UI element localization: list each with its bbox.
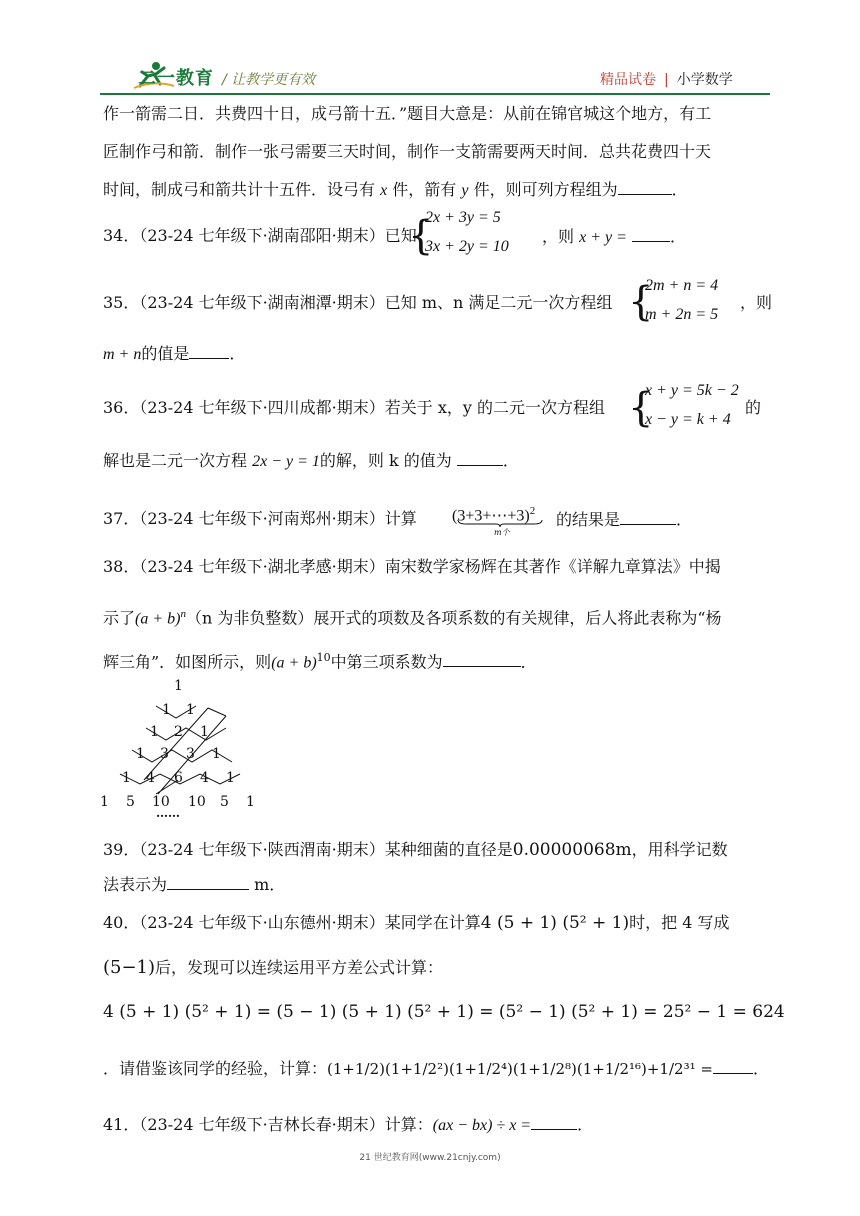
q39-line-2: 法表示为 m． bbox=[103, 875, 286, 894]
q40-line-2: (5−1)后，发现可以连续运用平方差公式计算： bbox=[103, 957, 444, 978]
triangle-cell: 10 bbox=[188, 794, 206, 810]
triangle-cell: 1 bbox=[174, 678, 183, 694]
q37-expr: (3+3+⋯+3)$^2$ bbox=[452, 505, 536, 525]
answer-blank[interactable] bbox=[443, 650, 521, 667]
q35-eq2: m + 2n = 5 bbox=[645, 306, 719, 323]
tag-subject: 小学数学 bbox=[676, 72, 733, 88]
tag-quality: 精品试卷 bbox=[600, 72, 656, 88]
triangle-ellipsis: …… bbox=[156, 806, 180, 820]
triangle-cell: 4 bbox=[200, 770, 209, 786]
answer-blank[interactable] bbox=[713, 1057, 753, 1074]
yanghui-triangle-figure bbox=[96, 676, 276, 820]
q40-line-3: 4 (5 + 1) (5² + 1) = (5 − 1) (5 + 1) (5² + 1) = (5² − 1) (5² + 1) = 25² − 1 = 624 bbox=[103, 1002, 785, 1022]
triangle-cell: 3 bbox=[186, 746, 195, 762]
q38-line-3: 辉三角”．如图所示，则$(a + b)^{10}$中第三项系数为 ． bbox=[103, 651, 537, 672]
q40-line-4: ．请借鉴该同学的经验，计算：(1+1/2)(1+1/2²)(1+1/2⁴)(1+1/2⁸)(1+1/2¹⁶)+1/2³¹ = ． bbox=[103, 1059, 769, 1078]
q36-brace: { bbox=[628, 385, 654, 431]
q37-underlabel: m个 bbox=[494, 528, 510, 537]
answer-blank[interactable] bbox=[167, 873, 249, 890]
q35-source: 35．（23-24 七年级下·湖南湘潭·期末）已知 m、n 满足二元一次方程组 bbox=[103, 293, 613, 312]
footer-source: 21 世纪教育网(www.21cnjy.com) bbox=[359, 1153, 501, 1163]
triangle-cell: 1 bbox=[226, 770, 235, 786]
answer-blank[interactable] bbox=[632, 225, 670, 242]
answer-blank[interactable] bbox=[531, 1113, 577, 1130]
q36-eq2: x − y = k + 4 bbox=[645, 411, 731, 428]
q38-line-2: 示了$(a + b)^n(n$ 为非负整数）展开式的项数及各项系数的有关规律，后人将此表称为“杨 bbox=[103, 608, 722, 628]
q40-line-1: 40．（23-24 七年级下·山东德州·期末）某同学在计算4 (5 + 1) (5² + 1)时，把 4 写成 bbox=[103, 913, 730, 933]
logo-text: 二一教育 bbox=[138, 68, 214, 89]
answer-blank[interactable] bbox=[189, 342, 229, 359]
slogan: / 让教学更有效 bbox=[222, 72, 316, 88]
triangle-cell: 1 bbox=[246, 794, 255, 810]
q34-source: 34．（23-24 七年级下·湖南邵阳·期末）已知 bbox=[103, 226, 417, 245]
triangle-cell: 1 bbox=[136, 746, 145, 762]
triangle-cell: 4 bbox=[146, 770, 155, 786]
q37-tail: 的结果是 ． bbox=[556, 510, 693, 529]
triangle-cell: 1 bbox=[212, 746, 221, 762]
q36-source: 36．（23-24 七年级下·四川成都·期末）若关于 x，y 的二元一次方程组 bbox=[103, 398, 605, 417]
triangle-cell: 1 bbox=[200, 724, 209, 740]
header-tags bbox=[600, 69, 733, 89]
intro-line-2: 匠制作弓和箭．制作一张弓需要三天时间，制作一支箭需要两天时间．总共花费四十天 bbox=[103, 142, 712, 161]
triangle-cell: 1 bbox=[122, 770, 131, 786]
triangle-cell: 3 bbox=[160, 746, 169, 762]
q34-eq1: 2x + 3y = 5 bbox=[425, 209, 501, 226]
intro-line-1: 作一箭需二日．共费四十日，成弓箭十五．”题目大意是：从前在锦官城这个地方，有工 bbox=[103, 104, 712, 123]
q35-eq1: 2m + n = 4 bbox=[645, 277, 719, 294]
triangle-cell: 6 bbox=[174, 770, 183, 786]
intro-line-3: 时间，制成弓和箭共计十五件．设弓有 x 件，箭有 y 件，则可列方程组为 ． bbox=[103, 180, 688, 199]
q36-tail: 的 bbox=[745, 398, 762, 417]
q39-line-1: 39．（23-24 七年级下·陕西渭南·期末）某种细菌的直径是0.00000068m，用科学记数 bbox=[103, 840, 728, 860]
header-divider bbox=[100, 93, 770, 95]
q36-line-2: 解也是二元一次方程 2x − y = 1的解，则 k 的值为 ． bbox=[103, 451, 519, 470]
triangle-cell: 10 bbox=[152, 794, 170, 810]
q37-source: 37．（23-24 七年级下·河南郑州·期末）计算 bbox=[103, 509, 417, 528]
q34-brace: { bbox=[408, 213, 434, 259]
triangle-cell: 5 bbox=[220, 794, 229, 810]
triangle-cell: 5 bbox=[126, 794, 135, 810]
q35-line-2: m + n的值是 ． bbox=[103, 344, 246, 363]
answer-blank[interactable] bbox=[618, 178, 672, 195]
answer-blank[interactable] bbox=[620, 508, 676, 525]
q35-tail: ，则 bbox=[740, 293, 773, 312]
answer-blank[interactable] bbox=[457, 449, 503, 466]
tag-separator: | bbox=[664, 72, 669, 88]
triangle-cell: 2 bbox=[174, 724, 183, 740]
q35-brace: { bbox=[628, 279, 654, 325]
triangle-cell: 1 bbox=[150, 724, 159, 740]
q41-line: 41．（23-24 七年级下·吉林长春·期末）计算：(ax − bx) ÷ x = ． bbox=[103, 1115, 594, 1134]
q36-eq1: x + y = 5k − 2 bbox=[645, 382, 739, 399]
triangle-cell: 1 bbox=[186, 702, 195, 718]
q38-line-1: 38．（23-24 七年级下·湖北孝感·期末）南宋数学家杨辉在其著作《详解九章算法》中揭 bbox=[103, 557, 721, 576]
triangle-cell: 1 bbox=[162, 702, 171, 718]
q34-tail: ，则 x + y = ． bbox=[542, 227, 686, 246]
q34-eq2: 3x + 2y = 10 bbox=[425, 238, 509, 255]
triangle-cell: 1 bbox=[100, 794, 109, 810]
